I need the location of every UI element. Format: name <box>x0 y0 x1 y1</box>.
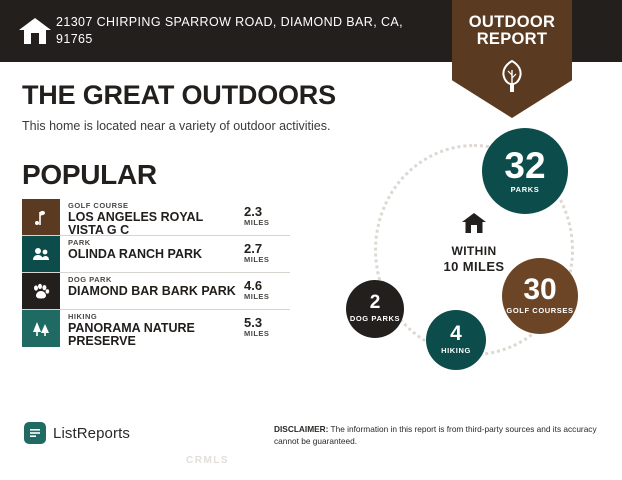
badge-line-2: REPORT <box>476 30 548 49</box>
list-item-category: PARK <box>68 238 91 247</box>
badge-line-1: OUTDOOR <box>468 13 556 31</box>
distance-value: 2.3 <box>244 204 263 219</box>
paw-icon <box>22 273 60 309</box>
stat-bubble-golf-courses[interactable] <box>502 258 578 334</box>
stat-label: HIKING <box>441 346 471 356</box>
list-item-distance <box>244 236 290 272</box>
golf-icon <box>22 199 60 235</box>
footer <box>0 414 622 480</box>
miles-label: 10 MILES <box>443 259 505 274</box>
list-item[interactable] <box>22 310 290 347</box>
list-item-name: OLINDA RANCH PARK <box>68 247 203 262</box>
distance-value: 5.3 <box>244 315 263 330</box>
within-10-miles-graphic <box>330 128 622 408</box>
stat-value: 30 <box>523 272 557 306</box>
home-icon <box>404 212 544 240</box>
list-item-distance <box>244 199 290 235</box>
home-icon <box>14 10 56 52</box>
stat-label: GOLF COURSES <box>506 306 574 316</box>
logo-text: ListReports <box>53 424 130 442</box>
listreports-logo[interactable] <box>24 422 130 444</box>
distance-value: 4.6 <box>244 278 263 293</box>
distance-unit: MILES <box>244 255 270 264</box>
list-item-name: LOS ANGELES ROYAL VISTA G C <box>68 210 203 235</box>
list-item-category: DOG PARK <box>68 275 112 284</box>
list-icon <box>24 422 46 444</box>
stat-label: PARKS <box>510 184 540 194</box>
stat-value: 4 <box>450 322 462 346</box>
list-item-text <box>60 273 244 309</box>
list-item-text <box>60 236 244 272</box>
list-item-category: GOLF COURSE <box>68 201 129 210</box>
park-icon <box>22 236 60 272</box>
property-address: 21307 CHIRPING SPARROW ROAD, DIAMOND BAR, CA, 91765 <box>56 15 403 46</box>
list-item[interactable] <box>22 236 290 273</box>
list-item[interactable] <box>22 273 290 310</box>
outdoor-report-badge <box>452 0 572 118</box>
distance-unit: MILES <box>244 218 270 227</box>
within-label: WITHIN <box>451 244 497 258</box>
disclaimer-label: DISCLAIMER: <box>274 424 329 434</box>
list-item-distance <box>244 273 290 309</box>
distance-value: 2.7 <box>244 241 263 256</box>
page-subtitle: This home is located near a variety of outdoor activities. <box>22 119 331 133</box>
stat-label: DOG PARKS <box>349 314 401 324</box>
page-title: THE GREAT OUTDOORS <box>22 80 336 110</box>
disclaimer-text: The information in this report is from third-party sources and its accuracy cannot be guaranteed. <box>274 424 597 446</box>
trees-icon <box>22 310 60 347</box>
stat-bubble-hiking[interactable] <box>426 310 486 370</box>
stat-bubble-dog-parks[interactable] <box>346 280 404 338</box>
watermark: CRMLS <box>186 455 230 466</box>
disclaimer <box>274 424 604 447</box>
stat-value: 32 <box>504 144 546 186</box>
popular-heading: POPULAR <box>22 159 157 190</box>
distance-unit: MILES <box>244 292 270 301</box>
list-item-text <box>60 199 244 235</box>
list-item[interactable] <box>22 199 290 236</box>
list-item-category: HIKING <box>68 312 98 321</box>
list-item-text <box>60 310 244 347</box>
list-item-name: DIAMOND BAR BARK PARK <box>68 284 236 299</box>
popular-list <box>22 199 290 347</box>
badge-label <box>452 14 572 49</box>
distance-unit: MILES <box>244 329 270 338</box>
tree-icon <box>452 58 572 94</box>
stat-bubble-parks[interactable] <box>482 128 568 214</box>
stat-value: 2 <box>369 292 381 314</box>
list-item-name: PANORAMA NATURE PRESERVE <box>68 321 195 347</box>
list-item-distance <box>244 310 290 347</box>
